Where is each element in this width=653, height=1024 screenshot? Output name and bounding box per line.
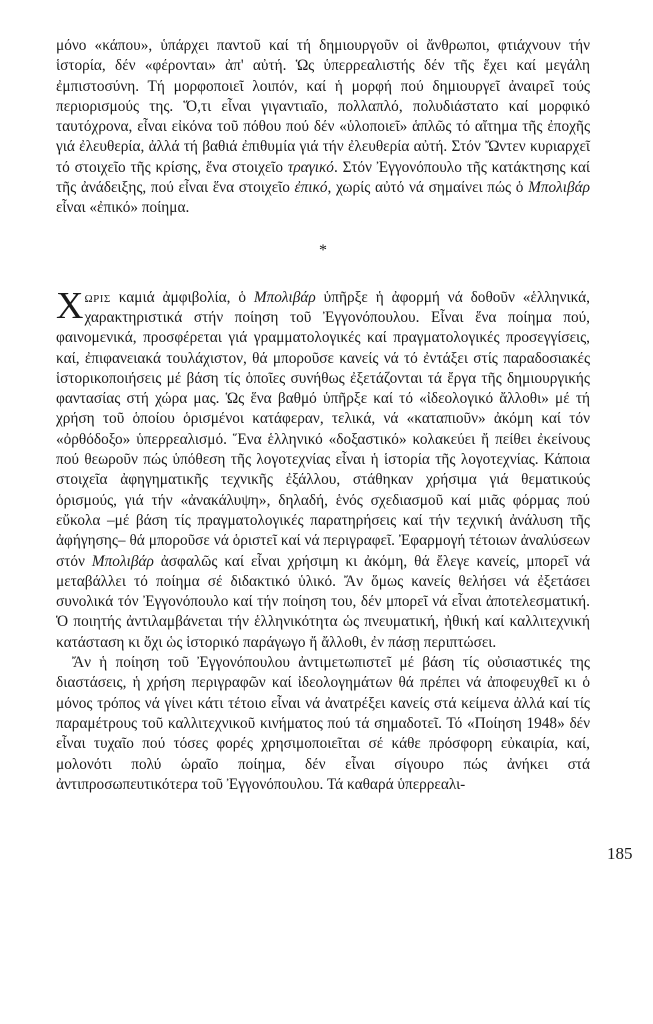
paragraph-continuation — [56, 36, 590, 219]
paragraph-opening — [56, 284, 591, 653]
page-number: 185 — [607, 844, 633, 863]
italic-text: ἐπικό — [294, 179, 328, 197]
italic-text: τραγικό — [287, 158, 334, 176]
text-run: Ἄν ἡ ποίηση τοῦ Ἐγγονόπουλου ἀντιμετωπιστεῖ μέ βάση τίς οὐσιαστικές της διαστάσεις, ἡ χρήση περιγραφῶν καί ἰδεολογημάτων θά πρέπει νά ἀποφευχθεῖ κι ὁ μόνος τρόπος νά γίνει κάτι τέτοιο εἶναι νά ἀνατρέξει κανείς στά κείμενα ἀλλά καί τίς παραμέτρους τοῦ καλλιτεχνικοῦ κινήματος πού τά σημαδοτεῖ. Τό «Ποίηση 1948» δέν εἶναι τυχαῖο πού τόσες φορές χρησιμοποιεῖται σέ κάθε πρόσφορη εὐκαιρία, καί, μολονότι πολύ ὡραῖο ποίημα, δέν εἶναι σίγουρο πώς ἀνήκει στά ἀντιπροσωπευτικότερα τοῦ Ἐγγονόπουλου. Τά καθαρά ὑπερρεαλι- — [56, 654, 590, 793]
section-separator: * — [319, 241, 327, 259]
text-run: , χωρίς αὐτό νά σημαίνει πώς ὁ — [327, 179, 529, 197]
text-run: μόνο «κάπου», ὑπάρχει παντοῦ καί τή δημιουργοῦν οἱ ἄνθρωποι, φτιάχνουν τήν ἱστορία, δέν «φέρονται» ἀπ' αὐτή. Ὡς ὑπερρεαλιστής δέν τῆς ἔχει καί μεγάλη ἐμπιστοσύνη. Τή μορφοποιεῖ λοιπόν, καί ἡ μορφή πού δημιουργεῖ ἀναιρεῖ τούς περιορισμούς της. Ὅ,τι εἶναι γιγαντιαῖο, πολλαπλό, πολυδιάστατο καί μορφικό ταυτόχρονα, εἶναι εἰκόνα τοῦ πόθου πού δέν «ὑλοποιεῖ» ἁπλῶς τό αἴτημα τῆς ἐποχῆς γιά ἐλευθερία, ἀλλά τή βαθιά ἐπιθυμία γιά τήν ἐλευθερία αὐτή. Στόν Ὤντεν κυριαρχεῖ τό στοιχεῖο τῆς κρίσης, ἕνα στοιχεῖο — [56, 37, 590, 176]
paragraph-third — [56, 653, 590, 795]
drop-cap: Χ — [56, 284, 84, 327]
page-body — [56, 36, 590, 795]
opening-smallcaps: ωρις — [84, 288, 111, 306]
paragraph-opening-text — [56, 284, 591, 651]
italic-text: Μπολιβάρ — [528, 179, 590, 197]
text-run: ἀσφαλῶς καί εἶναι χρήσιμη κι ἀκόμη, θά ἔλεγε κανείς, μπορεῖ νά μεταβάλλει τό ποίημα σέ διδακτικό ὑλικό. Ἄν ὅμως κανείς θελήσει νά ἐξετάσει συνολικά τόν Ἐγγονόπουλο καί τήν ποίηση του, δέν μπορεῖ νά εἶναι ἀποτελεσματική. Ὁ ποιητής ἀντιλαμβάνεται τήν ἑλληνικότητα ὡς πνευματική, ἠθική καί καλλιτεχνική κατάσταση κι ὄχι ὡς ἱστορικό παράγωγο ἤ ἄλλοθι, ἐν πάσῃ περιπτώσει. — [56, 552, 590, 651]
text-run: καμιά ἀμφιβολία, ὁ — [110, 288, 254, 306]
italic-text: Μπολιβάρ — [91, 552, 154, 570]
italic-text: Μπολιβάρ — [253, 288, 316, 306]
text-run: ὑπῆρξε ἡ ἀφορμή νά δοθοῦν «ἑλληνικά, χαρακτηριστικά στήν ποίηση τοῦ Ἐγγονόπουλου. Εἶναι ἕνα ποίημα πού, φαινομενικά, προσφέρεται γιά γραμματολογικές καί πραγματολογικές προσεγγίσεις, καί, ἐπιφανειακά τουλάχιστον, θά μποροῦσε κανείς νά τό ἐντάξει στίς παραδοσιακές ἱστορικοποιήσεις μέ βάση τίς ὁποῖες συνήθως ἐξετάζονται τά ἔργα τῆς δημιουργικής φαντασίας στή χώρα μας. Ὡς ἕνα βαθμό ὑπῆρξε καί τό «ἰδεολογικό ἄλλοθι» μέ τή χρήση τοῦ ὁποίου ὁρισμένοι κατάφεραν, τελικά, νά «καταπιοῦν» ἀκόμη καί τόν «ὀρθόδοξο» ὑπερρεαλισμό. Ἕνα ἑλληνικό «δοξαστικό» κολακεύει ἤ πείθει ἐκείνους πού θεωροῦν πώς ὑπόθεση τῆς λογοτεχνίας εἶναι ἡ ἱστορία τῆς λογοτεχνίας. Κάποια στοιχεῖα ἀφηγηματικῆς τεχνικῆς ἐξάλλου, στάθηκαν χρήσιμα γιά θεματικούς ὁρισμούς, γιά τήν «ἀνακάλυψη», δηλαδή, ἑνός σχεδιασμοῦ καί μιᾶς φόρμας πού εὔκολα –μέ βάση τίς πραγματολογικές παρατηρήσεις καί τήν τεχνική ἀνάλυση τῆς ἀφήγησης– θά μποροῦσε νά ὁριστεῖ καί νά περιγραφεῖ. Ἐφαρμογή τέτοιων ἀναλύσεων στόν — [56, 288, 591, 570]
text-run: . Στόν Ἐγγονόπουλο τῆς κατάκτησης καί τῆς ἀνάδειξης, πού εἶναι ἕνα στοιχεῖο — [56, 158, 590, 197]
text-run: εἶναι «ἐπικό» ποίημα. — [56, 199, 190, 217]
